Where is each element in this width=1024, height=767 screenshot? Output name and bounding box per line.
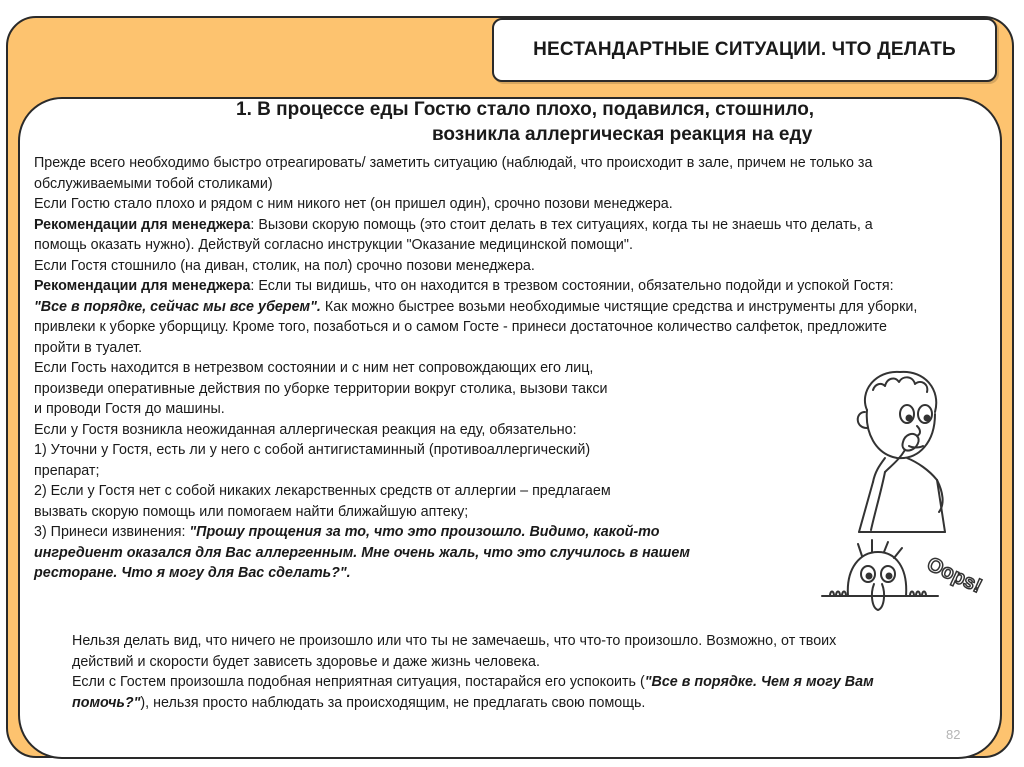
body-line: 1) Уточни у Гостя, есть ли у него с собой антигистаминный (противоаллергический) [34,442,591,458]
body-line: Рекомендации для менеджера: Если ты видишь, что он находится в трезвом состоянии, обязательно подойди и успокой Гостя: [34,278,894,294]
oops-text: Oops! [923,553,986,598]
footer-line: помочь?"), нельзя просто наблюдать за происходящим, не предлагать свою помощь. [72,694,646,711]
body-line: произведи оперативные действия по уборке территории вокруг столика, вызови такси [34,380,608,397]
quote-text: "Все в порядке, сейчас мы все уберем". [34,298,321,315]
body-text [34,153,984,584]
body-line: обслуживаемыми тобой столиками) [34,175,273,192]
body-line: Если Гость находится в нетрезвом состоянии и с ним нет сопровождающих его лиц, [34,360,594,376]
title-box [492,18,997,82]
footer-line: Если с Гостем произошла подобная неприятная ситуация, постарайся его успокоить ("Все в порядке. Чем я могу Вам [72,674,874,690]
body-line: 3) Принеси извинения: "Прошу прощения за то, что это произошло. Видимо, какой-то [34,524,660,540]
footer-line: действий и скорости будет зависеть здоровье и даже жизнь человека. [72,653,540,670]
body-line: привлеки к уборке уборщицу. Кроме того, позаботься и о самом Госте - принеси достаточное количество салфеток, предложите [34,319,888,335]
body-line: ресторане. Что я могу для Вас сделать?". [34,565,351,581]
body-line: Рекомендации для менеджера: Вызови скорую помощь (это стоит делать в тех ситуациях, когда ты не знаешь что делать, а [34,216,873,233]
page-number: 82 [946,727,961,742]
body-line: 2) Если у Гостя нет с собой никаких лекарственных средств от аллергии – предлагаем [34,483,611,499]
body-line: помощь оказать нужно). Действуй согласно инструкции "Оказание медицинской помощи". [34,237,633,253]
body-line: препарат; [34,462,100,479]
body-line: вызвать скорую помощь или помогаем найти ближайшую аптеку; [34,503,469,520]
manager-recommendation-label: Рекомендации для менеджера [34,278,251,294]
manager-recommendation-label: Рекомендации для менеджера [34,216,251,233]
body-line: "Все в порядке, сейчас мы все уберем". Как можно быстрее возьми необходимые чистящие средства и инструменты для уборки, [34,298,918,315]
section-heading-line2: возникла аллергическая реакция на еду [432,124,813,145]
quote-text: "Все в порядке. Чем я могу Вам [644,674,874,690]
quote-text: помочь?" [72,694,141,711]
body-line: и проводи Гостя до машины. [34,401,225,417]
body-line: Прежде всего необходимо быстро отреагировать/ заметить ситуацию (наблюдай, что происходит в зале, причем не только за [34,155,873,171]
body-line: Если у Гостя возникла неожиданная аллергическая реакция на еду, обязательно: [34,421,577,438]
body-line: Если Гостю стало плохо и рядом с ним никого нет (он пришел один), срочно позови менеджера. [34,196,673,212]
slide-title: НЕСТАНДАРТНЫЕ СИТУАЦИИ. ЧТО ДЕЛАТЬ [533,39,956,60]
footer-line: Нельзя делать вид, что ничего не произошло или что ты не замечаешь, что что-то произошло. Возможно, от твоих [72,633,837,649]
body-line: пройти в туалет. [34,339,143,356]
worried-boy-illustration [845,362,955,537]
section-heading-line1: 1. В процессе еды Гостю стало плохо, подавился, стошнило, [236,99,815,120]
footer-text [72,631,972,713]
body-line: Если Гостя стошнило (на диван, столик, на пол) срочно позови менеджера. [34,257,535,274]
oops-illustration [818,538,988,618]
quote-text: "Прошу прощения за то, что это произошло. Видимо, какой-то [189,524,660,540]
body-line: ингредиент оказался для Вас аллергенным. Мне очень жаль, что это случилось в нашем [34,544,690,561]
